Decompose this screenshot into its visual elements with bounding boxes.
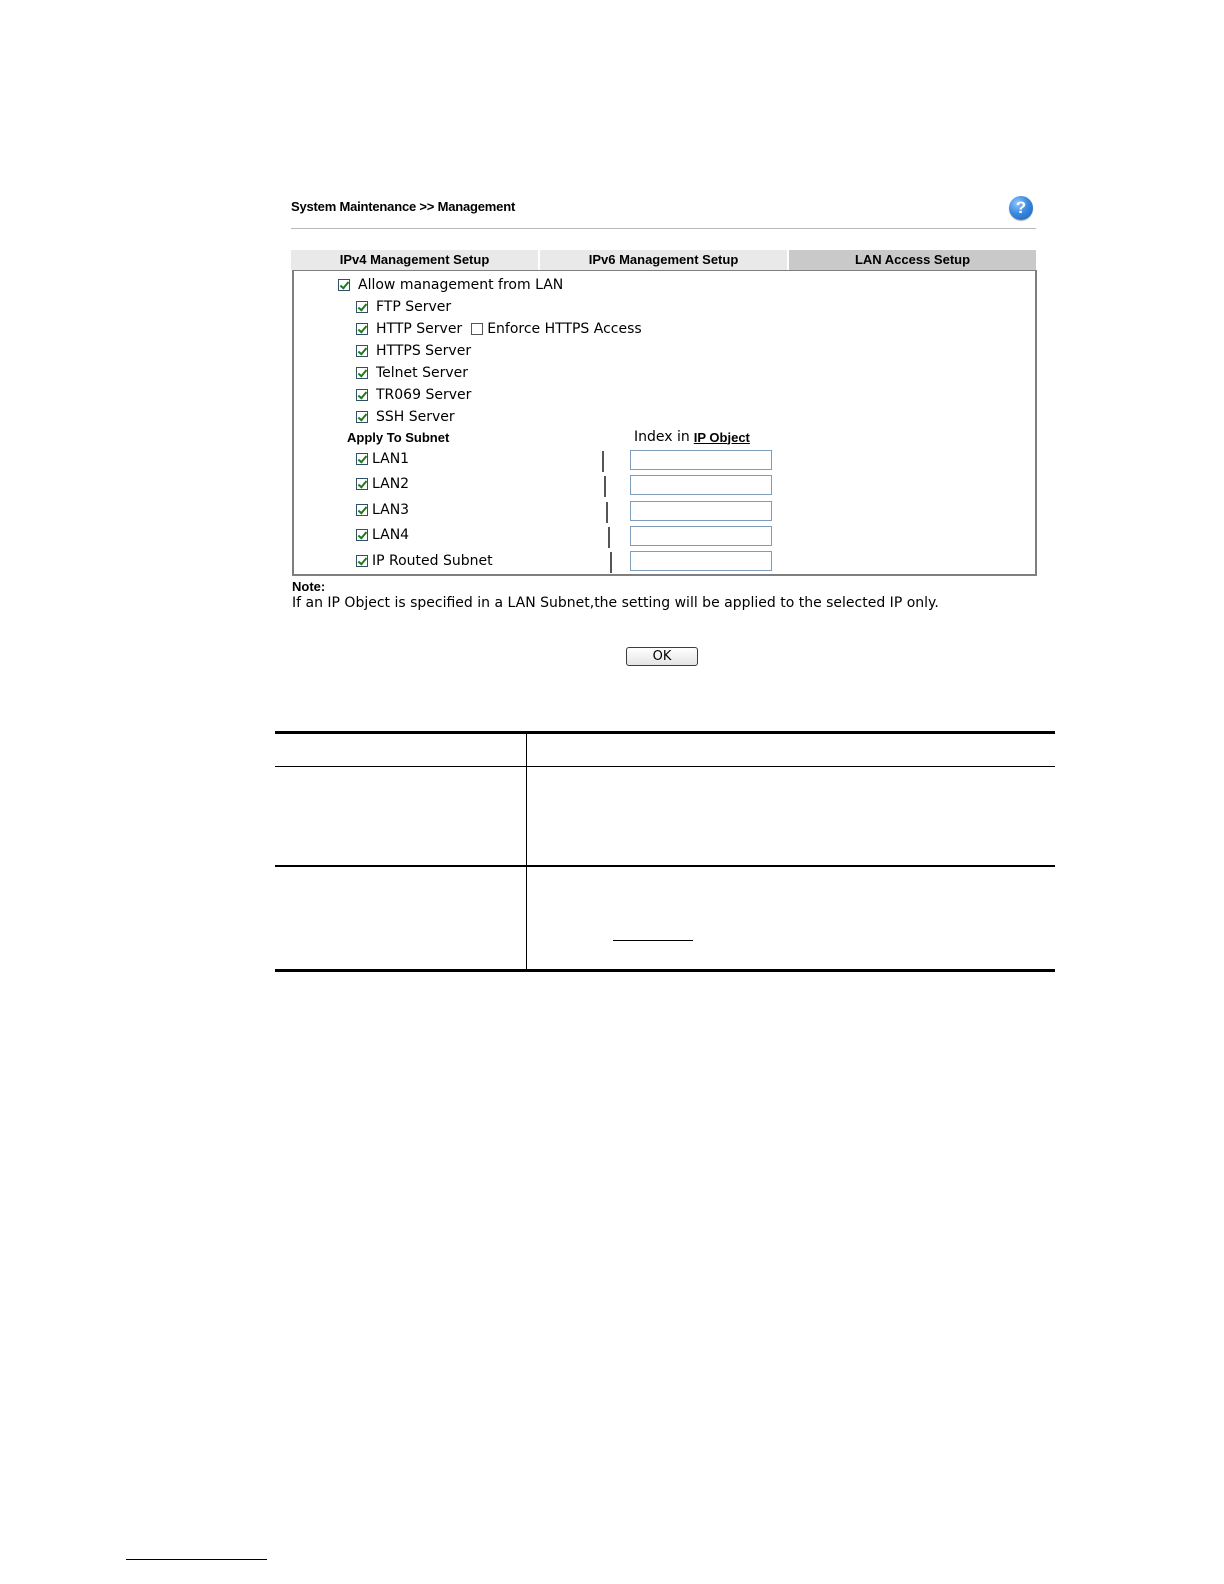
enforce-https-label: Enforce HTTPS Access xyxy=(487,321,642,337)
apply-to-subnet-label: Apply To Subnet xyxy=(347,429,450,445)
lan1-ip-object-checkbox[interactable] xyxy=(602,451,604,472)
subnet-row-lan1 xyxy=(356,449,409,469)
table-bottom-rule xyxy=(275,969,1055,972)
lan-access-panel xyxy=(292,270,1037,576)
telnet-server-row xyxy=(356,363,468,383)
ok-button[interactable]: OK xyxy=(626,647,698,666)
tr069-server-row xyxy=(356,385,471,405)
ip-object-link[interactable]: IP Object xyxy=(693,429,750,445)
tab-lan-access-setup[interactable]: LAN Access Setup xyxy=(789,250,1036,270)
lan1-checkbox[interactable] xyxy=(356,453,368,465)
note-label: Note: xyxy=(292,579,326,594)
http-server-row xyxy=(356,319,642,339)
table-underline xyxy=(613,940,693,941)
http-server-label: HTTP Server xyxy=(376,321,463,337)
enforce-https-checkbox[interactable] xyxy=(471,323,483,335)
https-server-row xyxy=(356,341,471,361)
http-server-checkbox[interactable] xyxy=(356,323,368,335)
ip-routed-subnet-checkbox[interactable] xyxy=(356,555,368,567)
lan3-index-input[interactable] xyxy=(630,501,772,521)
ssh-server-row xyxy=(356,407,455,427)
telnet-server-checkbox[interactable] xyxy=(356,367,368,379)
index-label: Index in xyxy=(634,429,690,445)
help-icon[interactable]: ? xyxy=(1009,196,1033,220)
ip-routed-index-input[interactable] xyxy=(630,551,772,571)
allow-management-label: Allow management from LAN xyxy=(358,277,564,293)
table-row-rule xyxy=(275,865,1055,867)
lan3-checkbox[interactable] xyxy=(356,504,368,516)
lan2-index-input[interactable] xyxy=(630,475,772,495)
subnet-row-lan2 xyxy=(356,474,409,494)
lan3-ip-object-checkbox[interactable] xyxy=(606,502,608,523)
lan4-ip-object-checkbox[interactable] xyxy=(608,527,610,548)
lan3-label: LAN3 xyxy=(372,502,410,518)
tab-ipv6-management-setup[interactable]: IPv6 Management Setup xyxy=(540,250,789,270)
subnet-row-ip-routed xyxy=(356,551,493,571)
https-server-label: HTTPS Server xyxy=(376,343,472,359)
subnet-row-lan4 xyxy=(356,525,409,545)
footnote-rule xyxy=(126,1559,267,1560)
allow-management-checkbox[interactable] xyxy=(338,279,350,291)
ftp-server-row xyxy=(356,297,451,317)
telnet-server-label: Telnet Server xyxy=(376,365,469,381)
note-text: If an IP Object is specified in a LAN Subnet,the setting will be applied to the selected IP only. xyxy=(292,595,939,611)
lan2-ip-object-checkbox[interactable] xyxy=(604,476,606,497)
table-header-rule xyxy=(275,766,1055,767)
tab-bar xyxy=(291,250,1036,270)
lan4-label: LAN4 xyxy=(372,527,410,543)
ip-routed-ip-object-checkbox[interactable] xyxy=(610,552,612,573)
ssh-server-label: SSH Server xyxy=(376,409,455,425)
ftp-server-label: FTP Server xyxy=(376,299,452,315)
https-server-checkbox[interactable] xyxy=(356,345,368,357)
tab-ipv4-management-setup[interactable]: IPv4 Management Setup xyxy=(291,250,540,270)
lan4-checkbox[interactable] xyxy=(356,529,368,541)
subnet-row-lan3 xyxy=(356,500,409,520)
ftp-server-checkbox[interactable] xyxy=(356,301,368,313)
lan2-label: LAN2 xyxy=(372,476,410,492)
tr069-server-label: TR069 Server xyxy=(376,387,472,403)
lan2-checkbox[interactable] xyxy=(356,478,368,490)
index-header xyxy=(634,427,750,447)
apply-to-subnet-header xyxy=(347,427,449,447)
lan1-index-input[interactable] xyxy=(630,450,772,470)
ip-routed-subnet-label: IP Routed Subnet xyxy=(372,553,493,569)
page-title: System Maintenance >> Management xyxy=(291,199,516,214)
lan1-label: LAN1 xyxy=(372,451,410,467)
description-table xyxy=(275,731,1055,972)
table-top-rule xyxy=(275,731,1055,734)
tr069-server-checkbox[interactable] xyxy=(356,389,368,401)
title-divider xyxy=(291,228,1036,229)
table-column-divider xyxy=(526,731,527,972)
ssh-server-checkbox[interactable] xyxy=(356,411,368,423)
allow-management-row xyxy=(338,275,563,295)
lan4-index-input[interactable] xyxy=(630,526,772,546)
